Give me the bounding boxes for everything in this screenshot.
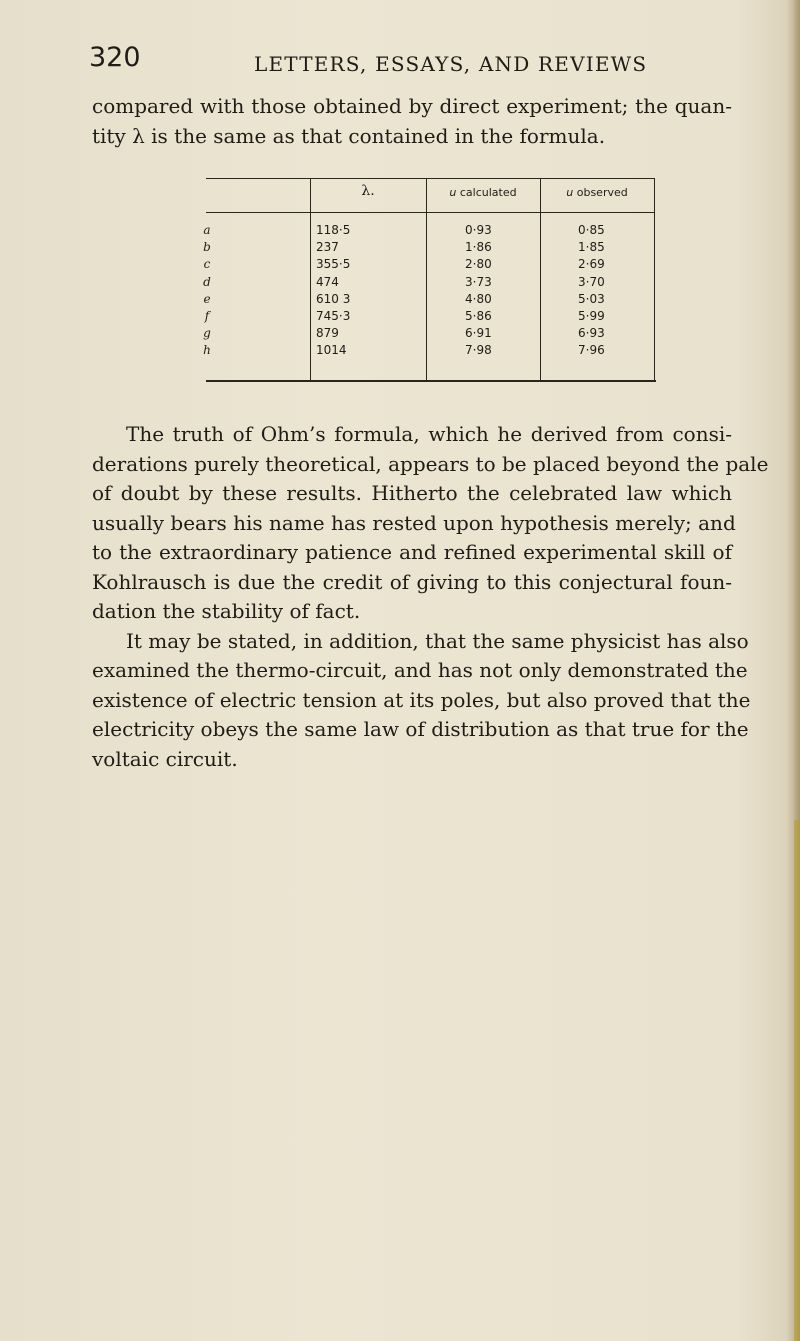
text-line: of doubt by these results. Hitherto the celebrated law which — [92, 481, 732, 505]
observed-value: 0·85 — [578, 223, 605, 237]
table-row — [203, 274, 656, 291]
text-line: compared with those obtained by direct experiment; the quan- — [92, 94, 732, 118]
row-label: g — [203, 326, 211, 341]
column-header-lambda: λ. — [361, 183, 375, 199]
table-top-rule — [206, 178, 654, 179]
column-header-observed — [540, 186, 654, 199]
table-row — [203, 222, 656, 239]
running-title: LETTERS, ESSAYS, AND REVIEWS — [254, 52, 648, 76]
table-header-rule — [206, 212, 310, 213]
text-line: It may be stated, in addition, that the same physicist has also — [126, 628, 749, 653]
column-header-calculated — [426, 186, 540, 199]
lambda-value: 879 — [316, 326, 339, 341]
text-line: examined the thermo-circuit, and has not only demonstrated the — [92, 658, 748, 682]
calculated-variable: u — [449, 186, 457, 199]
calculated-value: 3·73 — [465, 274, 492, 289]
observed-label: observed — [573, 186, 628, 199]
text-line: voltaic circuit. — [92, 746, 238, 771]
lambda-value: 745·3 — [316, 308, 351, 323]
body-paragraph — [92, 420, 769, 774]
table-row — [203, 291, 656, 308]
table-row — [203, 325, 656, 342]
table-header-rule — [310, 212, 426, 213]
text-line: The truth of Ohm’s formula, which he derived from consi- — [126, 422, 732, 446]
table-body — [203, 222, 656, 360]
calculated-value: 5·86 — [465, 308, 492, 323]
calculated-value: 7·98 — [465, 343, 492, 358]
text-line: electricity obeys the same law of distribution as that true for the — [92, 717, 749, 741]
row-label: e — [203, 291, 211, 306]
row-label: d — [203, 274, 211, 289]
table-row — [203, 256, 656, 273]
text-line: Kohlrausch is due the credit of giving to this conjectural foun- — [92, 569, 732, 594]
page-edge-stain — [794, 820, 800, 1341]
row-label: a — [203, 223, 211, 237]
lambda-value: 1014 — [316, 343, 347, 358]
table-row — [206, 308, 656, 325]
observed-variable: u — [566, 186, 574, 199]
calculated-value: 4·80 — [465, 291, 492, 306]
row-label: h — [203, 343, 211, 358]
table-row — [203, 239, 656, 256]
observed-value: 6·93 — [578, 326, 605, 341]
table-header-rule — [426, 212, 540, 213]
observed-value: 5·99 — [578, 308, 605, 323]
table-header-rule — [540, 212, 654, 213]
text-line: to the extraordinary patience and refined experimental skill of — [92, 540, 732, 564]
page-number: 320 — [89, 42, 141, 73]
calculated-label: calculated — [456, 186, 517, 199]
results-table — [203, 178, 656, 382]
calculated-value: 2·80 — [465, 257, 492, 272]
row-label: c — [203, 257, 211, 272]
table-row — [203, 342, 656, 359]
observed-value: 7·96 — [578, 343, 605, 358]
table-bottom-rule — [206, 380, 656, 382]
calculated-value: 0·93 — [465, 223, 492, 237]
lambda-value: 237 — [316, 240, 339, 255]
observed-value: 5·03 — [578, 291, 605, 306]
calculated-value: 6·91 — [465, 326, 492, 341]
row-label: b — [203, 240, 211, 255]
text-line: usually bears his name has rested upon hypothesis merely; and — [92, 510, 736, 535]
lambda-value: 355·5 — [316, 257, 351, 272]
intro-paragraph — [92, 92, 732, 151]
observed-value: 3·70 — [578, 274, 605, 289]
observed-value: 2·69 — [578, 257, 605, 272]
text-line: existence of electric tension at its poles, but also proved that the — [92, 687, 751, 712]
lambda-value: 610 3 — [316, 291, 351, 306]
observed-value: 1·85 — [578, 240, 605, 255]
calculated-value: 1·86 — [465, 240, 492, 255]
row-label: f — [204, 308, 210, 323]
text-line: tity λ is the same as that contained in the formula. — [92, 123, 606, 148]
text-line: derations purely theoretical, appears to be placed beyond the pale — [92, 451, 769, 476]
lambda-value: 474 — [316, 274, 339, 289]
lambda-value: 118·5 — [316, 223, 351, 237]
text-line: dation the stability of fact. — [92, 599, 361, 623]
